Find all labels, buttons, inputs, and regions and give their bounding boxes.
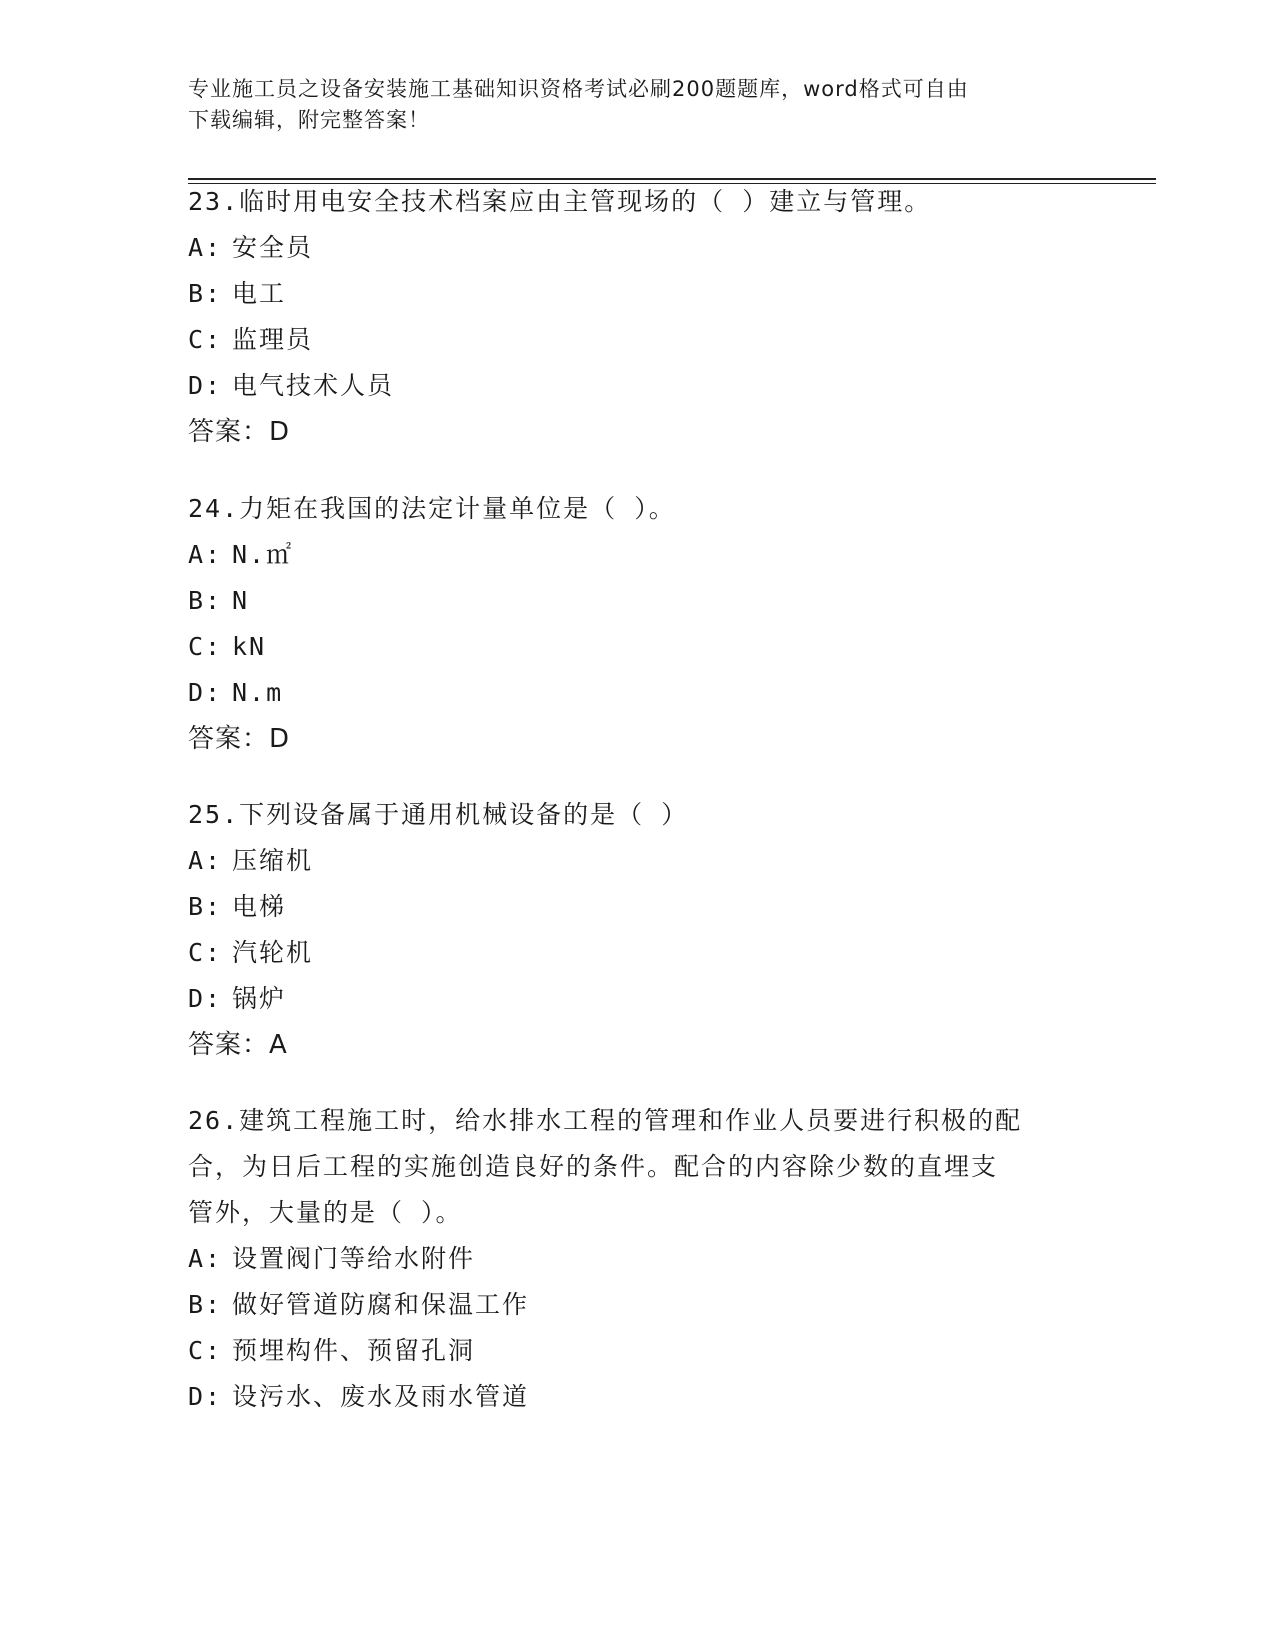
option-text: N.m (232, 678, 284, 707)
option-d (188, 363, 1088, 409)
option-label: A: (188, 1244, 223, 1273)
option-c (188, 1328, 1088, 1374)
option-label: B: (188, 1290, 223, 1319)
option-label: A: (188, 540, 223, 569)
option-text: 电梯 (232, 892, 287, 921)
option-text: kN (232, 632, 267, 661)
question-stem-line-3: 管外，大量的是（ ）。 (188, 1198, 463, 1227)
question-stem-line-2: 合，为日后工程的实施创造良好的条件。配合的内容除少数的直埋支 (188, 1152, 999, 1181)
option-d (188, 670, 1088, 716)
option-b (188, 578, 1088, 624)
option-label: A: (188, 233, 223, 262)
question-23 (188, 179, 1088, 455)
option-text: N.㎡ (232, 540, 294, 569)
option-c (188, 317, 1088, 363)
option-label: B: (188, 279, 223, 308)
document-header (188, 74, 1088, 136)
option-d (188, 1374, 1088, 1420)
option-a (188, 1236, 1088, 1282)
option-label: C: (188, 632, 223, 661)
option-label: D: (188, 678, 223, 707)
question-25 (188, 792, 1088, 1068)
option-label: C: (188, 1336, 223, 1365)
option-b (188, 271, 1088, 317)
option-label: D: (188, 984, 223, 1013)
option-a (188, 225, 1088, 271)
option-text: N (232, 586, 250, 615)
option-text: 监理员 (232, 325, 314, 354)
option-b (188, 1282, 1088, 1328)
option-text: 做好管道防腐和保温工作 (232, 1290, 530, 1319)
option-text: 电气技术人员 (232, 371, 395, 400)
option-d (188, 976, 1088, 1022)
header-line-2: 下载编辑，附完整答案！ (188, 108, 430, 132)
answer-line: 答案：A (188, 1030, 288, 1060)
option-label: B: (188, 892, 223, 921)
option-text: 电工 (232, 279, 287, 308)
option-label: B: (188, 586, 223, 615)
option-c (188, 930, 1088, 976)
answer-line: 答案：D (188, 417, 291, 447)
option-label: D: (188, 371, 223, 400)
option-text: 设置阀门等给水附件 (232, 1244, 476, 1273)
option-text: 预埋构件、预留孔洞 (232, 1336, 476, 1365)
option-label: C: (188, 938, 223, 967)
option-text: 设污水、废水及雨水管道 (232, 1382, 530, 1411)
option-c (188, 624, 1088, 670)
option-b (188, 884, 1088, 930)
option-label: C: (188, 325, 223, 354)
option-text: 压缩机 (232, 846, 314, 875)
header-line-1: 专业施工员之设备安装施工基础知识资格考试必刷200题题库，word格式可自由 (188, 77, 969, 101)
option-a (188, 838, 1088, 884)
question-26 (188, 1098, 1088, 1420)
option-text: 汽轮机 (232, 938, 314, 967)
option-label: A: (188, 846, 223, 875)
option-text: 锅炉 (232, 984, 287, 1013)
question-stem-line-1: 26.建筑工程施工时，给水排水工程的管理和作业人员要进行积极的配 (188, 1106, 1023, 1135)
option-text: 安全员 (232, 233, 314, 262)
option-a (188, 532, 1088, 578)
question-stem: 23.临时用电安全技术档案应由主管现场的（ ）建立与管理。 (188, 187, 932, 216)
question-stem: 24.力矩在我国的法定计量单位是（ ）。 (188, 494, 676, 523)
answer-line: 答案：D (188, 724, 291, 754)
question-stem: 25.下列设备属于通用机械设备的是（ ） (188, 800, 689, 829)
question-24 (188, 486, 1088, 762)
option-label: D: (188, 1382, 223, 1411)
